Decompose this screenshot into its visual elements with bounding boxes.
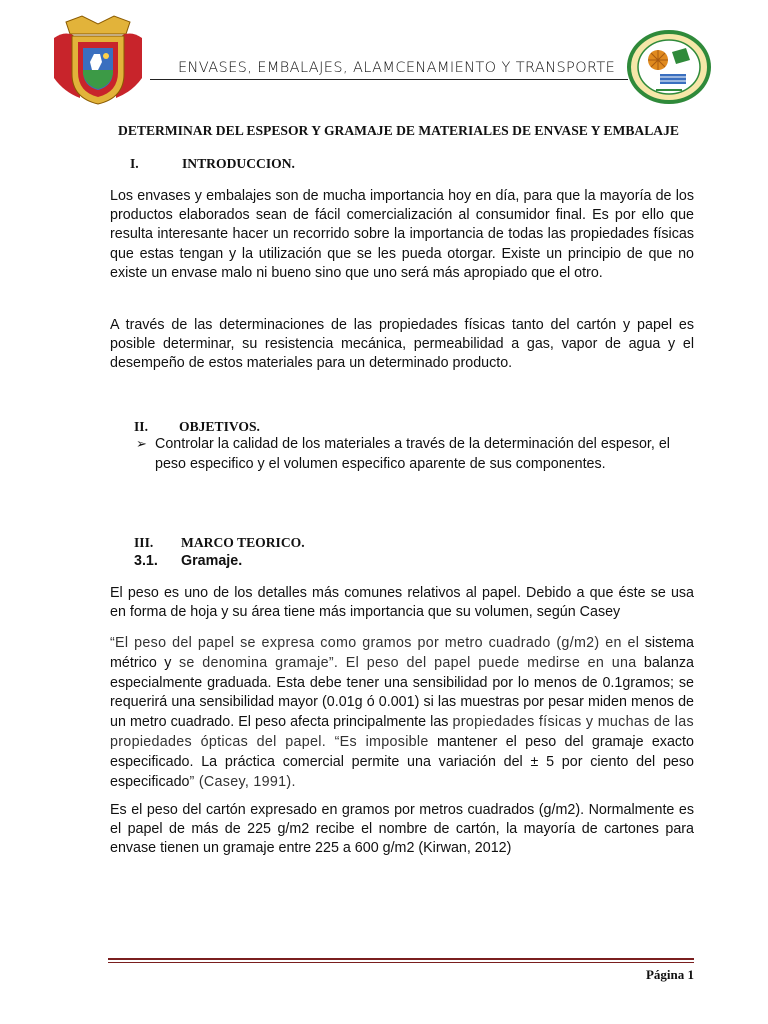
quote-text: balanza especialmente graduada. Esta debe tener una sensibilidad por lo menos de 0.1gramos; se requerirá una sensibilidad mayor (0.01g ó 0.001) si las muestras por pesar miden menos de un metro cuadrado. El peso afecta principalmente las bbox=[110, 654, 694, 731]
faculty-seal-icon bbox=[626, 30, 712, 104]
paragraph-gramaje-quote bbox=[110, 634, 694, 792]
section-heading-marco-teorico: MARCO TEORICO. bbox=[181, 535, 305, 550]
paragraph-intro-2: A través de las determinaciones de las propiedades físicas tanto del cartón y papel es posible determinar, su resistencia mecánica, permeabilidad a gas, vapor de agua y el desempeño de estos materiales para un determinado producto. bbox=[110, 317, 694, 372]
section-number: II. bbox=[134, 419, 148, 434]
section-heading-introduccion: INTRODUCCION. bbox=[182, 156, 295, 171]
document-title: DETERMINAR DEL ESPESOR Y GRAMAJE DE MATERIALES DE ENVASE Y EMBALAJE bbox=[118, 123, 679, 138]
paragraph-gramaje-1: El peso es uno de los detalles más comunes relativos al papel. Debido a que éste se usa en forma de hoja y su área tiene más importancia que su volumen, según Casey bbox=[110, 585, 694, 621]
header-title: ENVASES, EMBALAJES, ALAMCENAMIENTO Y TRANSPORTE bbox=[178, 60, 616, 76]
quote-text: mantener el peso del gramaje exacto especificado. La práctica comercial permite una variación del ± 5 por ciento del peso especificado bbox=[110, 733, 694, 790]
paragraph-intro-1: Los envases y embalajes son de mucha importancia hoy en día, para que la mayoría de los productos elaborados sean de fácil comercialización al consumidor final. Es por ello que resulta interesante hacer un recorrido sobre la importancia de todas las propiedades físicas que estas tengan y la utilización que se les pueda otorgar. Existe un principio de que no existe un envase malo ni bueno sino que uno será más apropiado que el otro. bbox=[110, 188, 694, 281]
footer-divider bbox=[108, 962, 694, 963]
quote-text-thin: “El peso del papel se expresa como gramos por metro cuadrado (g/m2) en el bbox=[110, 635, 640, 651]
section-number: III. bbox=[134, 535, 154, 550]
quote-text: sistema métrico y bbox=[110, 635, 694, 671]
subsection-heading-gramaje: Gramaje. bbox=[181, 553, 243, 569]
citation-text: ” (Casey, 1991). bbox=[189, 773, 296, 790]
university-crest-icon bbox=[50, 14, 146, 106]
quote-text-thin: propiedades físicas y muchas de las propiedades ópticas del papel. “Es imposible bbox=[110, 714, 694, 750]
section-number: I. bbox=[130, 156, 139, 171]
header-divider bbox=[150, 79, 628, 80]
subsection-number: 3.1. bbox=[134, 553, 158, 569]
paragraph-gramaje-2: Es el peso del cartón expresado en gramos por metros cuadrados (g/m2). Normalmente es el papel de más de 225 g/m2 recibe el nombre de cartón, la mayoría de cartones para envase tienen un gramaje entre 225 a 600 g/m2 (Kirwan, 2012) bbox=[110, 802, 694, 857]
quote-text-thin: se denomina gramaje”. El peso del papel puede medirse en una bbox=[171, 654, 637, 671]
footer-divider bbox=[108, 958, 694, 960]
arrow-bullet-icon: ➢ bbox=[136, 436, 147, 451]
objective-item: Controlar la calidad de los materiales a través de la determinación del espesor, el peso especifico y el volumen especifico aparente de sus componentes. bbox=[155, 436, 670, 472]
section-heading-objetivos: OBJETIVOS. bbox=[179, 419, 260, 434]
page-number: Página 1 bbox=[645, 967, 694, 982]
